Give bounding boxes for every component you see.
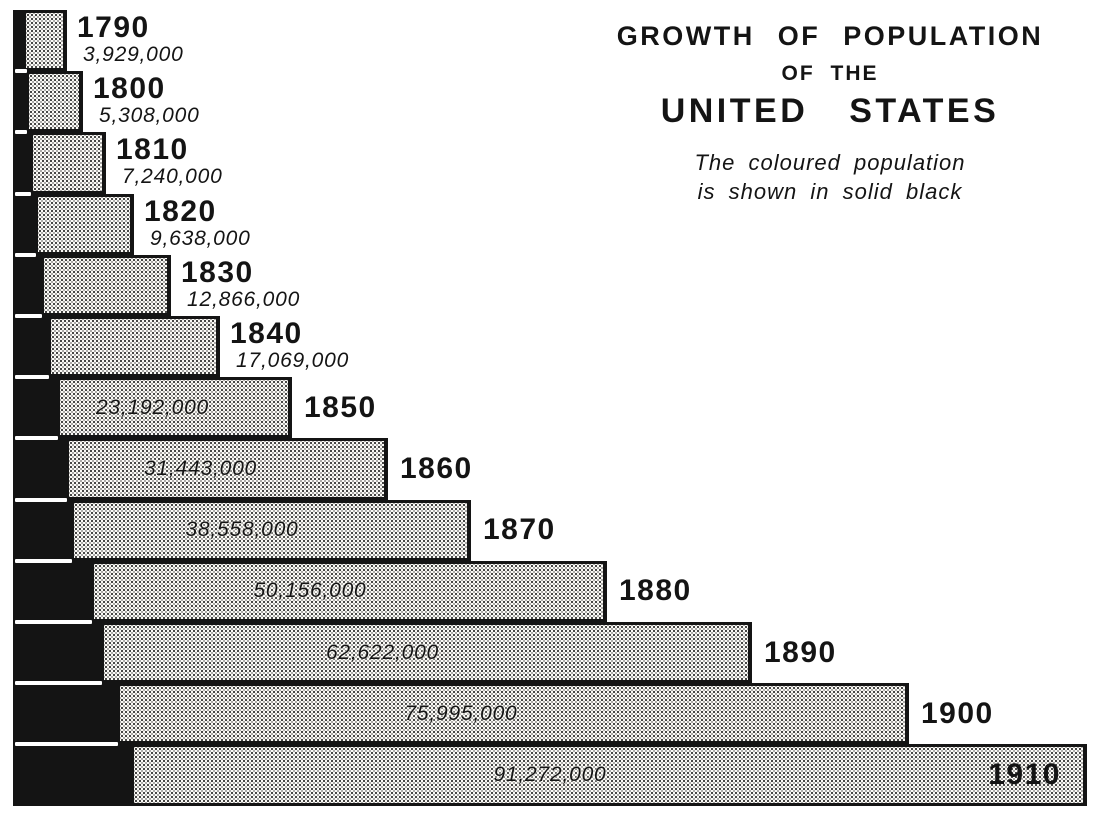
population-bar-1890 [13,622,837,683]
bar-value-label: 50,156,000 [253,579,367,603]
chart-title-line3: UNITED STATES [660,91,1000,130]
population-bar-1850 [13,377,377,438]
bar-year-label: 1870 [483,513,556,547]
bar-year-label: 1800 [93,72,166,106]
bar-value-label: 38,558,000 [185,518,299,542]
bar-value-label: 12,866,000 [187,287,301,311]
bar-year-label: 1880 [619,574,692,608]
bar-value-label: 91,272,000 [493,762,607,786]
population-bar-1880 [13,561,692,622]
bar-stipple-segment [29,74,79,129]
bar-year-label: 1860 [400,451,473,485]
bar-year-label: 1900 [921,696,994,730]
bar-value-label: 31,443,000 [143,456,258,480]
bar-stipple-segment [26,13,63,68]
bar-year-label: 1910 [988,757,1061,791]
population-bar-1800 [13,71,200,132]
bar-value-label: 75,995,000 [404,701,518,725]
bar-value-label: 5,308,000 [99,104,200,128]
chart-title-line1: GROWTH OF POPULATION [616,21,1044,51]
bar-value-label: 23,192,000 [95,395,210,419]
population-bar-1910 [13,744,1087,805]
bar-stipple-segment [33,135,102,190]
bar-year-label: 1840 [230,317,303,350]
bar-stipple-segment [51,319,216,374]
population-bar-1830 [13,255,301,316]
population-bar-1790 [13,10,184,71]
black-column-separator-tick [15,69,27,73]
bar-value-label: 3,929,000 [83,43,184,66]
population-bar-1810 [13,132,223,193]
chart-subtitle-line2: is shown in solid black [697,179,963,205]
bar-year-label: 1830 [181,255,254,289]
bar-year-label: 1890 [764,635,837,669]
bar-value-label: 7,240,000 [122,165,223,189]
black-column-separator-tick [15,253,36,257]
chart-subtitle-line1: The coloured population [694,150,966,176]
bar-year-label: 1790 [77,11,150,44]
bar-stipple-segment [38,197,130,252]
bar-value-label: 17,069,000 [236,349,350,372]
population-bar-1840 [13,316,350,377]
black-column-separator-tick [15,130,27,134]
chart-title-line2: OF THE [781,61,879,85]
population-bar-1900 [13,683,994,744]
bar-stipple-segment [44,258,167,313]
bar-year-label: 1820 [144,194,217,228]
population-bar-1860 [13,438,473,499]
population-bar-1870 [13,500,556,561]
black-column-separator-tick [15,314,42,318]
population-bar-1820 [13,194,251,255]
bar-year-label: 1810 [116,133,189,167]
bar-value-label: 62,622,000 [325,640,440,664]
black-column-separator-tick [15,192,31,196]
bar-year-label: 1850 [304,390,377,424]
bar-value-label: 9,638,000 [150,226,251,250]
